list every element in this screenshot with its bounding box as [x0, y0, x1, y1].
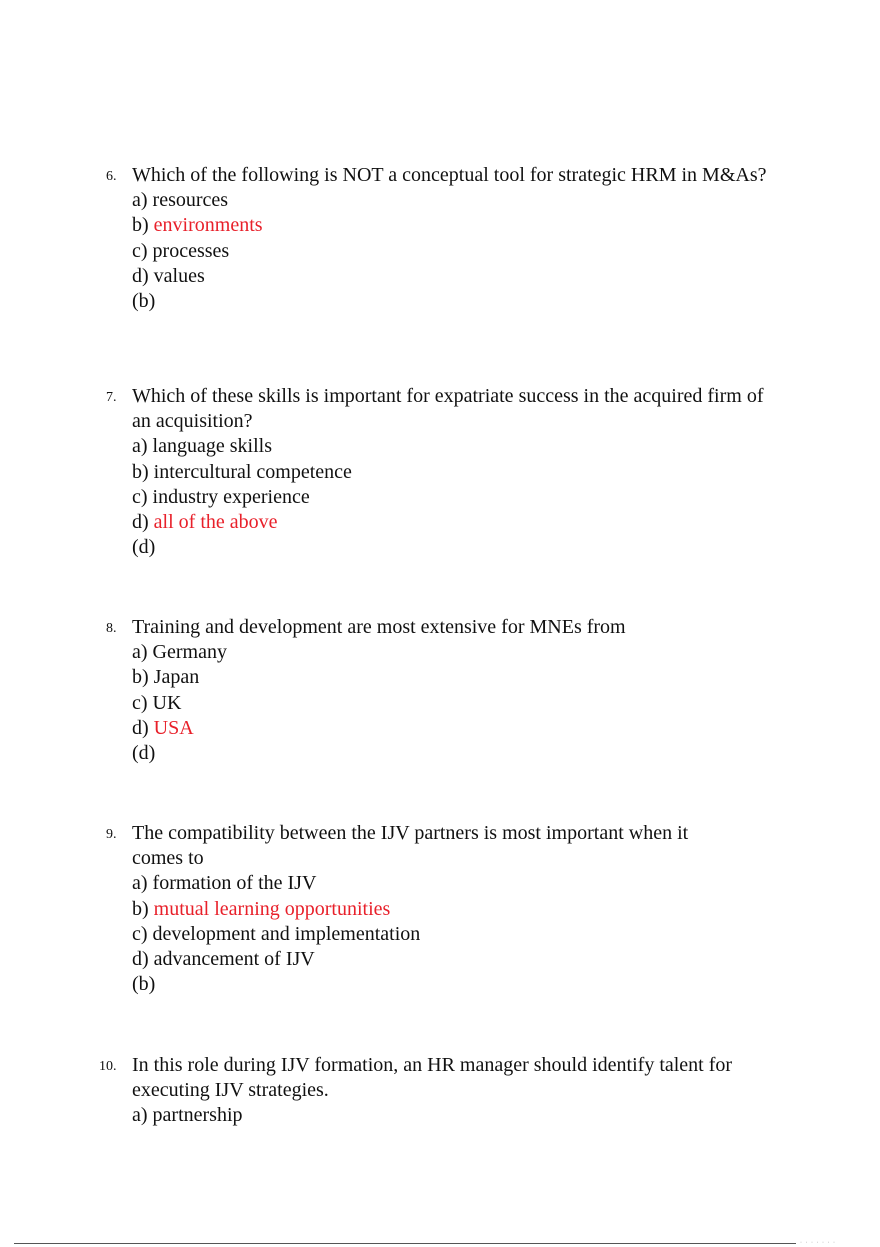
option-d: d) USA	[132, 716, 194, 739]
answer-key: (d)	[132, 536, 156, 559]
question-number: 8.	[106, 621, 117, 636]
question-text: Which of the following is NOT a conceptual tool for strategic HRM in M&As?	[132, 164, 767, 186]
correct-answer-highlight: all of the above	[153, 511, 278, 534]
question-body	[132, 1053, 812, 1129]
option-d: d) all of the above	[132, 511, 278, 534]
option-c: c) UK	[132, 691, 182, 714]
question-body	[132, 821, 812, 997]
answer-key: (d)	[132, 742, 156, 765]
question-number: 9.	[106, 827, 117, 842]
answer-key: (b)	[132, 973, 156, 996]
question-text: Training and development are most extensive for MNEs from	[132, 616, 626, 638]
option-a: a) Germany	[132, 641, 227, 664]
correct-answer-highlight: environments	[153, 214, 263, 237]
option-b: b) Japan	[132, 666, 200, 689]
question-text: The compatibility between the IJV partners is most important when it	[132, 822, 689, 844]
option-b: b) mutual learning opportunities	[132, 897, 391, 920]
footer-mark: · · · · · · ·	[800, 1240, 836, 1246]
option-d: d) values	[132, 264, 205, 287]
question-text: executing IJV strategies.	[132, 1079, 329, 1102]
question-text: comes to	[132, 847, 204, 870]
footer-divider	[14, 1243, 796, 1244]
option-a: a) resources	[132, 189, 229, 212]
question-number: 6.	[106, 169, 117, 184]
question-body	[132, 163, 812, 314]
option-a: a) formation of the IJV	[132, 872, 317, 895]
option-a: a) partnership	[132, 1104, 243, 1127]
option-c: c) processes	[132, 239, 230, 262]
question-text: an acquisition?	[132, 410, 253, 433]
question-body	[132, 615, 812, 766]
option-c: c) industry experience	[132, 485, 310, 508]
option-b: b) environments	[132, 214, 263, 237]
option-d: d) advancement of IJV	[132, 948, 315, 971]
answer-key: (b)	[132, 290, 156, 313]
question-number: 7.	[106, 390, 117, 405]
question-body	[132, 384, 812, 560]
question-number: 10.	[99, 1059, 117, 1074]
question-text: Which of these skills is important for expatriate success in the acquired firm of	[132, 385, 764, 407]
question-text: In this role during IJV formation, an HR manager should identify talent for	[132, 1054, 733, 1076]
correct-answer-highlight: mutual learning opportunities	[153, 897, 391, 920]
option-b: b) intercultural competence	[132, 460, 352, 483]
option-c: c) development and implementation	[132, 922, 421, 945]
correct-answer-highlight: USA	[153, 716, 194, 739]
option-a: a) language skills	[132, 435, 272, 458]
